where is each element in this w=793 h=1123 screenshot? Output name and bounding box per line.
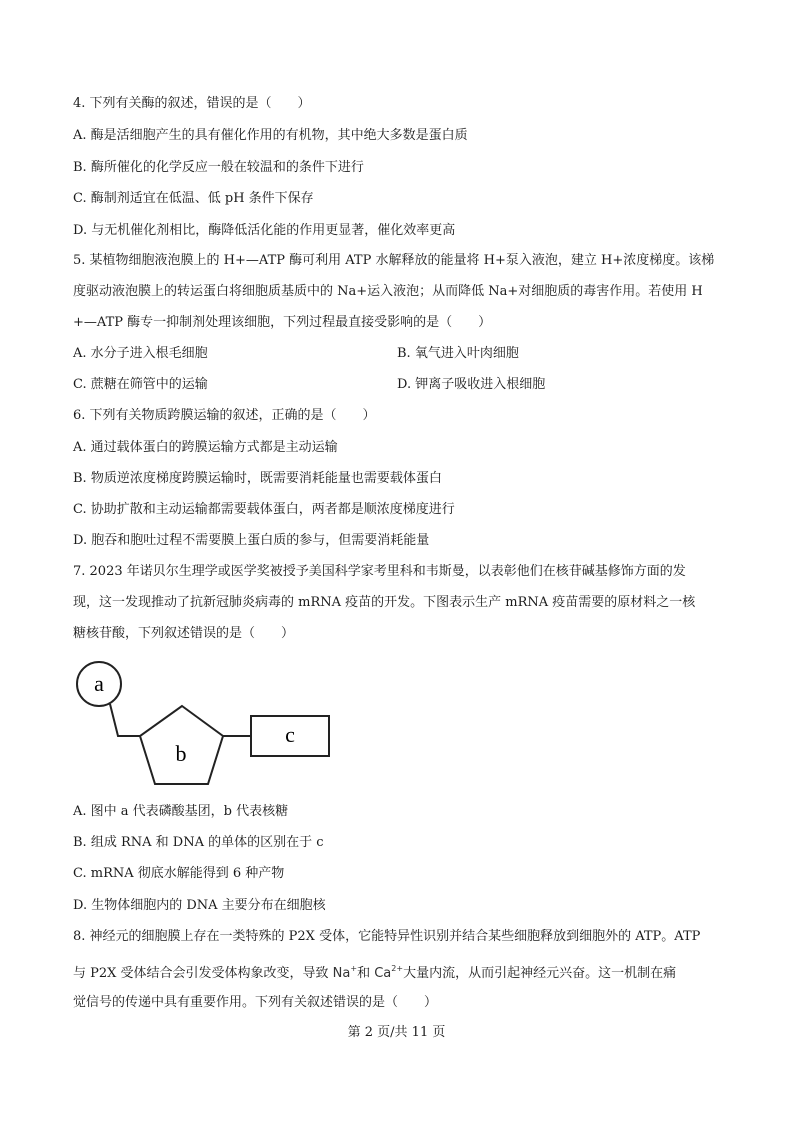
q7-option-d: D. 生物体细胞内的 DNA 主要分布在细胞核	[73, 898, 326, 913]
q7-option-a: A. 图中 a 代表磷酸基团，b 代表核糖	[73, 804, 289, 819]
q8-stem-line2-pre: 与 P2X 受体结合会引发受体构象改变，导致	[73, 966, 333, 981]
q8-stem-line2-and: 和	[357, 966, 375, 981]
q4-option-c: C. 酶制剂适宜在低温、低 pH 条件下保存	[73, 191, 314, 206]
q7-stem-line1: 7. 2023 年诺贝尔生理学或医学奖被授予美国科学家考里科和韦斯曼，以表彰他们在核苷碱基修饰方面的发	[73, 564, 686, 579]
q5-stem-line1: 5. 某植物细胞液泡膜上的 H+—ATP 酶可利用 ATP 水解释放的能量将 H+泵入液泡，建立 H+浓度梯度。该梯	[73, 253, 715, 268]
nucleotide-diagram	[70, 660, 340, 795]
q4-option-b: B. 酶所催化的化学反应一般在较温和的条件下进行	[73, 160, 364, 175]
q4-stem: 4. 下列有关酶的叙述，错误的是（ ）	[73, 96, 311, 111]
q8-stem-line1: 8. 神经元的细胞膜上存在一类特殊的 P2X 受体，它能特异性识别并结合某些细胞释放到细胞外的 ATP。ATP	[73, 929, 701, 944]
sodium-charge: +	[350, 964, 358, 973]
q6-option-b: B. 物质逆浓度梯度跨膜运输时，既需要消耗能量也需要载体蛋白	[73, 471, 442, 486]
q5-stem-line3: +—ATP 酶专一抑制剂处理该细胞，下列过程最直接受影响的是（ ）	[73, 315, 492, 330]
q8-stem-line2-post: 大量内流，从而引起神经元兴奋。这一机制在痛	[403, 966, 677, 981]
label-c: c	[285, 722, 295, 747]
q7-stem-line2: 现，这一发现推动了抗新冠肺炎病毒的 mRNA 疫苗的开发。下图表示生产 mRNA 疫苗需要的原材料之一核	[73, 595, 696, 610]
calcium-charge: 2+	[391, 964, 404, 973]
q6-option-c: C. 协助扩散和主动运输都需要载体蛋白，两者都是顺浓度梯度进行	[73, 502, 455, 517]
q7-stem-line3: 糖核苷酸，下列叙述错误的是（ ）	[73, 626, 295, 641]
q8-stem-line3: 觉信号的传递中具有重要作用。下列有关叙述错误的是（ ）	[73, 995, 438, 1010]
q5-option-b: B. 氧气进入叶肉细胞	[397, 346, 519, 361]
label-a: a	[94, 671, 104, 696]
calcium-ion: Ca	[374, 966, 392, 981]
q7-option-c: C. mRNA 彻底水解能得到 6 种产物	[73, 866, 285, 881]
q4-option-d: D. 与无机催化剂相比，酶降低活化能的作用更显著，催化效率更高	[73, 223, 456, 238]
q6-option-a: A. 通过载体蛋白的跨膜运输方式都是主动运输	[73, 440, 338, 455]
q4-option-a: A. 酶是活细胞产生的具有催化作用的有机物，其中绝大多数是蛋白质	[73, 128, 468, 143]
q6-option-d: D. 胞吞和胞吐过程不需要膜上蛋白质的参与，但需要消耗能量	[73, 533, 430, 548]
q5-option-d: D. 钾离子吸收进入根细胞	[397, 377, 546, 392]
q5-stem-line2: 度驱动液泡膜上的转运蛋白将细胞质基质中的 Na+运入液泡；从而降低 Na+对细胞质的毒害作用。若使用 H	[73, 284, 703, 299]
q6-stem: 6. 下列有关物质跨膜运输的叙述，正确的是（ ）	[73, 408, 376, 423]
label-b: b	[175, 741, 187, 766]
sodium-ion: Na	[332, 966, 351, 981]
q5-option-c: C. 蔗糖在筛管中的运输	[73, 377, 208, 392]
q5-option-a: A. 水分子进入根毛细胞	[73, 346, 208, 361]
q7-option-b: B. 组成 RNA 和 DNA 的单体的区别在于 c	[73, 835, 324, 850]
q8-stem-line2	[73, 960, 676, 983]
connector-a-b	[110, 704, 140, 736]
page-footer: 第 2 页/共 11 页	[347, 1025, 446, 1040]
